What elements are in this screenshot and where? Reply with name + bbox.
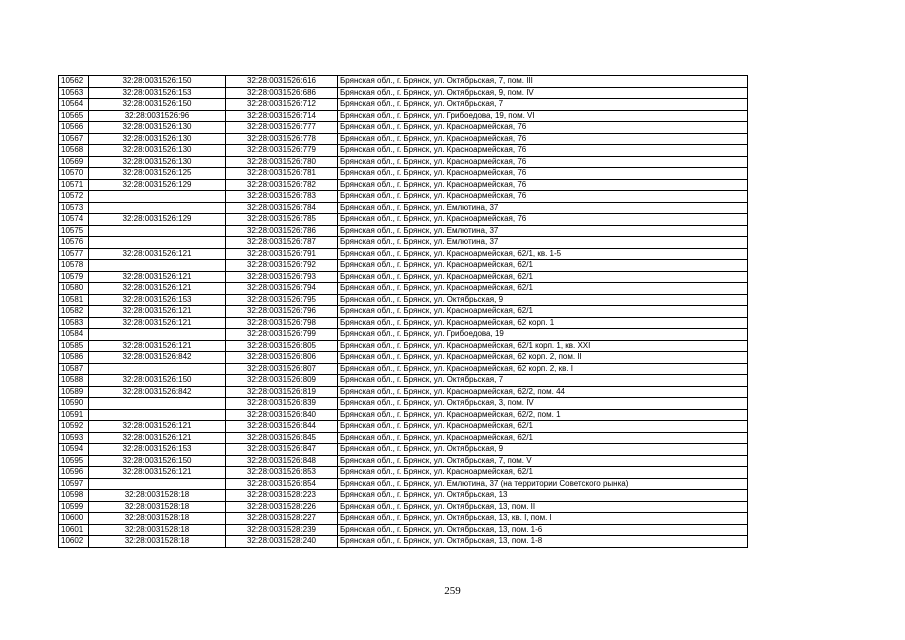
parent-cadastral-number-cell: 32:28:0031526:150 [89,99,226,111]
address-cell: Брянская обл., г. Брянск, ул. Красноармейская, 76 [338,122,748,134]
address-cell: Брянская обл., г. Брянск, ул. Красноармейская, 76 [338,156,748,168]
parent-cadastral-number-cell [89,191,226,203]
cadastral-number-cell: 32:28:0031526:845 [226,432,338,444]
table-row [59,444,748,456]
table-row [59,191,748,203]
table-row [59,110,748,122]
address-cell: Брянская обл., г. Брянск, ул. Октябрьская, 9 [338,444,748,456]
parent-cadastral-number-cell: 32:28:0031526:121 [89,248,226,260]
address-cell: Брянская обл., г. Брянск, ул. Октябрьская, 13, пом. 1-6 [338,524,748,536]
row-number-cell: 10579 [59,271,89,283]
table-row [59,478,748,490]
address-cell: Брянская обл., г. Брянск, ул. Октябрьская, 7, пом. III [338,76,748,88]
row-number-cell: 10585 [59,340,89,352]
parent-cadastral-number-cell [89,225,226,237]
table-row [59,501,748,513]
cadastral-number-cell: 32:28:0031526:782 [226,179,338,191]
cadastral-number-cell: 32:28:0031526:848 [226,455,338,467]
table-row [59,306,748,318]
row-number-cell: 10570 [59,168,89,180]
cadastral-number-cell: 32:28:0031526:778 [226,133,338,145]
parent-cadastral-number-cell: 32:28:0031528:18 [89,490,226,502]
parent-cadastral-number-cell: 32:28:0031526:121 [89,271,226,283]
address-cell: Брянская обл., г. Брянск, ул. Красноармейская, 62/2, пом. 1 [338,409,748,421]
parent-cadastral-number-cell: 32:28:0031528:18 [89,524,226,536]
address-cell: Брянская обл., г. Брянск, ул. Красноармейская, 62 корп. 2, пом. II [338,352,748,364]
row-number-cell: 10590 [59,398,89,410]
row-number-cell: 10599 [59,501,89,513]
row-number-cell: 10584 [59,329,89,341]
row-number-cell: 10562 [59,76,89,88]
parent-cadastral-number-cell: 32:28:0031526:842 [89,352,226,364]
cadastral-number-cell: 32:28:0031528:239 [226,524,338,536]
row-number-cell: 10576 [59,237,89,249]
row-number-cell: 10589 [59,386,89,398]
cadastral-number-cell: 32:28:0031526:806 [226,352,338,364]
parent-cadastral-number-cell: 32:28:0031526:153 [89,87,226,99]
table-row [59,398,748,410]
address-cell: Брянская обл., г. Брянск, ул. Красноармейская, 62/1 [338,306,748,318]
parent-cadastral-number-cell [89,409,226,421]
cadastral-number-cell: 32:28:0031526:784 [226,202,338,214]
row-number-cell: 10569 [59,156,89,168]
parent-cadastral-number-cell [89,363,226,375]
address-cell: Брянская обл., г. Брянск, ул. Емлютина, 37 (на территории Советского рынка) [338,478,748,490]
parent-cadastral-number-cell: 32:28:0031526:121 [89,432,226,444]
table-row [59,455,748,467]
cadastral-number-cell: 32:28:0031526:785 [226,214,338,226]
cadastral-number-cell: 32:28:0031528:227 [226,513,338,525]
address-cell: Брянская обл., г. Брянск, ул. Красноармейская, 62 корп. 1 [338,317,748,329]
table-row [59,294,748,306]
table-row [59,340,748,352]
address-cell: Брянская обл., г. Брянск, ул. Октябрьская, 13, пом. 1-8 [338,536,748,548]
row-number-cell: 10566 [59,122,89,134]
table-row [59,214,748,226]
cadastral-number-cell: 32:28:0031526:853 [226,467,338,479]
address-cell: Брянская обл., г. Брянск, ул. Октябрьская, 3, пом. IV [338,398,748,410]
address-cell: Брянская обл., г. Брянск, ул. Емлютина, 37 [338,202,748,214]
address-cell: Брянская обл., г. Брянск, ул. Октябрьская, 7 [338,375,748,387]
address-cell: Брянская обл., г. Брянск, ул. Красноармейская, 62/1 [338,260,748,272]
row-number-cell: 10601 [59,524,89,536]
address-cell: Брянская обл., г. Брянск, ул. Красноармейская, 62/1 [338,283,748,295]
row-number-cell: 10563 [59,87,89,99]
table-row [59,283,748,295]
cadastral-number-cell: 32:28:0031526:799 [226,329,338,341]
cadastral-number-cell: 32:28:0031526:786 [226,225,338,237]
row-number-cell: 10597 [59,478,89,490]
register-table-body [59,76,748,548]
address-cell: Брянская обл., г. Брянск, ул. Красноармейская, 76 [338,133,748,145]
row-number-cell: 10583 [59,317,89,329]
parent-cadastral-number-cell: 32:28:0031526:150 [89,375,226,387]
parent-cadastral-number-cell [89,398,226,410]
parent-cadastral-number-cell: 32:28:0031526:153 [89,294,226,306]
parent-cadastral-number-cell: 32:28:0031526:842 [89,386,226,398]
cadastral-number-cell: 32:28:0031526:793 [226,271,338,283]
address-cell: Брянская обл., г. Брянск, ул. Октябрьская, 7, пом. V [338,455,748,467]
address-cell: Брянская обл., г. Брянск, ул. Красноармейская, 62/2, пом. 44 [338,386,748,398]
table-row [59,145,748,157]
parent-cadastral-number-cell: 32:28:0031526:130 [89,145,226,157]
parent-cadastral-number-cell: 32:28:0031528:18 [89,501,226,513]
cadastral-number-cell: 32:28:0031526:796 [226,306,338,318]
row-number-cell: 10571 [59,179,89,191]
cadastral-number-cell: 32:28:0031526:791 [226,248,338,260]
row-number-cell: 10574 [59,214,89,226]
parent-cadastral-number-cell: 32:28:0031526:121 [89,467,226,479]
table-row [59,122,748,134]
row-number-cell: 10593 [59,432,89,444]
parent-cadastral-number-cell [89,237,226,249]
address-cell: Брянская обл., г. Брянск, ул. Красноармейская, 76 [338,179,748,191]
parent-cadastral-number-cell [89,478,226,490]
address-cell: Брянская обл., г. Брянск, ул. Октябрьская, 9 [338,294,748,306]
address-cell: Брянская обл., г. Брянск, ул. Грибоедова, 19, пом. VI [338,110,748,122]
row-number-cell: 10567 [59,133,89,145]
row-number-cell: 10587 [59,363,89,375]
row-number-cell: 10591 [59,409,89,421]
parent-cadastral-number-cell: 32:28:0031528:18 [89,513,226,525]
row-number-cell: 10580 [59,283,89,295]
parent-cadastral-number-cell: 32:28:0031526:153 [89,444,226,456]
parent-cadastral-number-cell [89,260,226,272]
row-number-cell: 10581 [59,294,89,306]
table-row [59,352,748,364]
cadastral-number-cell: 32:28:0031526:839 [226,398,338,410]
address-cell: Брянская обл., г. Брянск, ул. Красноармейская, 62/1 [338,421,748,433]
table-row [59,524,748,536]
cadastral-number-cell: 32:28:0031526:840 [226,409,338,421]
parent-cadastral-number-cell: 32:28:0031526:129 [89,179,226,191]
row-number-cell: 10594 [59,444,89,456]
page-number: 259 [444,585,461,597]
cadastral-number-cell: 32:28:0031526:714 [226,110,338,122]
parent-cadastral-number-cell: 32:28:0031526:96 [89,110,226,122]
row-number-cell: 10592 [59,421,89,433]
parent-cadastral-number-cell: 32:28:0031526:121 [89,283,226,295]
cadastral-number-cell: 32:28:0031526:795 [226,294,338,306]
address-cell: Брянская обл., г. Брянск, ул. Красноармейская, 76 [338,191,748,203]
row-number-cell: 10582 [59,306,89,318]
cadastral-number-cell: 32:28:0031526:798 [226,317,338,329]
cadastral-number-cell: 32:28:0031526:781 [226,168,338,180]
row-number-cell: 10565 [59,110,89,122]
address-cell: Брянская обл., г. Брянск, ул. Емлютина, 37 [338,225,748,237]
table-row [59,536,748,548]
table-row [59,76,748,88]
table-row [59,225,748,237]
table-row [59,87,748,99]
table-row [59,467,748,479]
table-row [59,133,748,145]
address-cell: Брянская обл., г. Брянск, ул. Красноармейская, 62/1 [338,432,748,444]
parent-cadastral-number-cell: 32:28:0031526:150 [89,455,226,467]
cadastral-number-cell: 32:28:0031526:792 [226,260,338,272]
table-row [59,202,748,214]
parent-cadastral-number-cell: 32:28:0031526:129 [89,214,226,226]
cadastral-number-cell: 32:28:0031526:780 [226,156,338,168]
table-row [59,168,748,180]
parent-cadastral-number-cell: 32:28:0031526:121 [89,421,226,433]
address-cell: Брянская обл., г. Брянск, ул. Красноармейская, 62/1 [338,467,748,479]
cadastral-number-cell: 32:28:0031526:819 [226,386,338,398]
cadastral-number-cell: 32:28:0031526:809 [226,375,338,387]
row-number-cell: 10568 [59,145,89,157]
table-row [59,260,748,272]
table-row [59,432,748,444]
parent-cadastral-number-cell: 32:28:0031528:18 [89,536,226,548]
cadastral-number-cell: 32:28:0031526:777 [226,122,338,134]
cadastral-number-cell: 32:28:0031526:854 [226,478,338,490]
address-cell: Брянская обл., г. Брянск, ул. Октябрьская, 9, пом. IV [338,87,748,99]
table-row [59,329,748,341]
cadastral-number-cell: 32:28:0031528:240 [226,536,338,548]
address-cell: Брянская обл., г. Брянск, ул. Октябрьская, 13 [338,490,748,502]
row-number-cell: 10575 [59,225,89,237]
table-row [59,490,748,502]
cadastral-number-cell: 32:28:0031526:783 [226,191,338,203]
parent-cadastral-number-cell [89,329,226,341]
table-row [59,156,748,168]
address-cell: Брянская обл., г. Брянск, ул. Емлютина, 37 [338,237,748,249]
address-cell: Брянская обл., г. Брянск, ул. Красноармейская, 62 корп. 2, кв. I [338,363,748,375]
address-cell: Брянская обл., г. Брянск, ул. Октябрьская, 13, пом. II [338,501,748,513]
table-row [59,513,748,525]
parent-cadastral-number-cell: 32:28:0031526:121 [89,317,226,329]
cadastral-number-cell: 32:28:0031528:223 [226,490,338,502]
row-number-cell: 10573 [59,202,89,214]
address-cell: Брянская обл., г. Брянск, ул. Октябрьская, 7 [338,99,748,111]
address-cell: Брянская обл., г. Брянск, ул. Красноармейская, 62/1 корп. 1, кв. XXI [338,340,748,352]
row-number-cell: 10572 [59,191,89,203]
address-cell: Брянская обл., г. Брянск, ул. Красноармейская, 76 [338,168,748,180]
row-number-cell: 10577 [59,248,89,260]
parent-cadastral-number-cell: 32:28:0031526:150 [89,76,226,88]
row-number-cell: 10586 [59,352,89,364]
row-number-cell: 10598 [59,490,89,502]
address-cell: Брянская обл., г. Брянск, ул. Красноармейская, 62/1 [338,271,748,283]
table-row [59,179,748,191]
cadastral-number-cell: 32:28:0031526:779 [226,145,338,157]
property-register-table [58,75,748,548]
cadastral-number-cell: 32:28:0031528:226 [226,501,338,513]
cadastral-number-cell: 32:28:0031526:844 [226,421,338,433]
cadastral-number-cell: 32:28:0031526:787 [226,237,338,249]
row-number-cell: 10578 [59,260,89,272]
table-row [59,375,748,387]
parent-cadastral-number-cell [89,202,226,214]
row-number-cell: 10596 [59,467,89,479]
table-row [59,317,748,329]
cadastral-number-cell: 32:28:0031526:712 [226,99,338,111]
parent-cadastral-number-cell: 32:28:0031526:125 [89,168,226,180]
table-row [59,363,748,375]
table-row [59,99,748,111]
address-cell: Брянская обл., г. Брянск, ул. Красноармейская, 62/1, кв. 1-5 [338,248,748,260]
address-cell: Брянская обл., г. Брянск, ул. Красноармейская, 76 [338,214,748,226]
table-row [59,248,748,260]
parent-cadastral-number-cell: 32:28:0031526:130 [89,133,226,145]
address-cell: Брянская обл., г. Брянск, ул. Красноармейская, 76 [338,145,748,157]
parent-cadastral-number-cell: 32:28:0031526:121 [89,340,226,352]
table-row [59,409,748,421]
row-number-cell: 10564 [59,99,89,111]
row-number-cell: 10588 [59,375,89,387]
cadastral-number-cell: 32:28:0031526:616 [226,76,338,88]
row-number-cell: 10600 [59,513,89,525]
cadastral-number-cell: 32:28:0031526:847 [226,444,338,456]
table-row [59,421,748,433]
address-cell: Брянская обл., г. Брянск, ул. Грибоедова, 19 [338,329,748,341]
cadastral-number-cell: 32:28:0031526:805 [226,340,338,352]
cadastral-number-cell: 32:28:0031526:686 [226,87,338,99]
table-row [59,271,748,283]
parent-cadastral-number-cell: 32:28:0031526:121 [89,306,226,318]
address-cell: Брянская обл., г. Брянск, ул. Октябрьская, 13, кв. I, пом. I [338,513,748,525]
cadastral-number-cell: 32:28:0031526:794 [226,283,338,295]
row-number-cell: 10595 [59,455,89,467]
parent-cadastral-number-cell: 32:28:0031526:130 [89,156,226,168]
cadastral-number-cell: 32:28:0031526:807 [226,363,338,375]
table-row [59,237,748,249]
table-row [59,386,748,398]
parent-cadastral-number-cell: 32:28:0031526:130 [89,122,226,134]
row-number-cell: 10602 [59,536,89,548]
